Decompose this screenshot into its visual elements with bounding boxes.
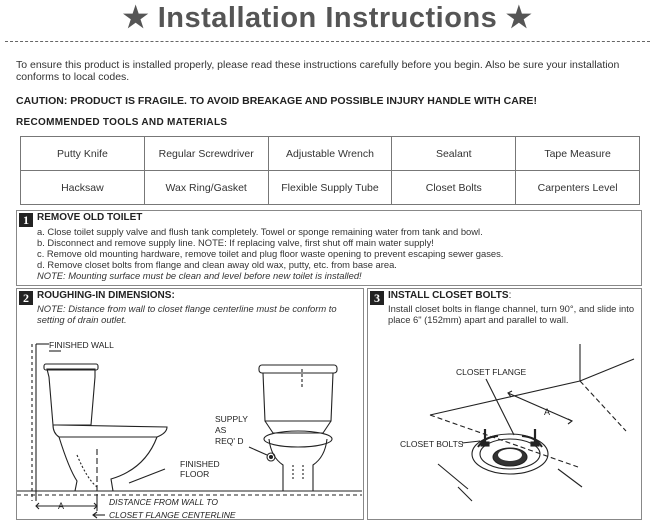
step-3-title: INSTALL CLOSET BOLTS: [388, 290, 509, 301]
tank-side: [47, 369, 95, 425]
step-1-list: [37, 226, 503, 281]
tool-cell: Hacksaw: [21, 171, 145, 205]
page-title: ★ Installation Instructions ★: [122, 2, 533, 34]
tool-cell: Flexible Supply Tube: [268, 171, 392, 205]
tool-cell: Closet Bolts: [392, 171, 516, 205]
step-2-note: NOTE: Distance from wall to closet flange centerline must be conform to setting of drain outlet.: [37, 303, 337, 325]
step-1-line: d. Remove closet bolts from flange and clean away old wax, putty, etc. from base area.: [37, 259, 397, 270]
tool-cell: Regular Screwdriver: [144, 137, 268, 171]
step-3-title-suffix: :: [508, 290, 512, 301]
tool-cell: Adjustable Wrench: [268, 137, 392, 171]
closet-bolts-diagram: [368, 339, 641, 519]
step-3-panel: [367, 288, 642, 520]
step-1-note: NOTE: Mounting surface must be clean and level before new toilet is installed!: [37, 270, 362, 281]
step-1-line: b. Disconnect and remove supply line. NOTE: If replacing valve, first shut off main water supply!: [37, 237, 434, 248]
step-1-number: 1: [19, 213, 33, 227]
header: [0, 0, 655, 38]
step-2-panel: [16, 288, 364, 520]
step-1-line: c. Remove old mounting hardware, remove toilet and plug floor waste opening to prevent escaping sewer gases.: [37, 248, 504, 259]
floor-edge: [430, 381, 580, 415]
step-2-title: ROUGHING-IN DIMENSIONS:: [37, 290, 175, 301]
finished-floor-label-2: FLOOR: [180, 469, 210, 479]
dimension-a-label: A: [544, 407, 551, 417]
caution-text: CAUTION: PRODUCT IS FRAGILE. TO AVOID BREAKAGE AND POSSIBLE INJURY HANDLE WITH CARE!: [16, 95, 537, 107]
step-1-line: a. Close toilet supply valve and flush tank completely. Towel or sponge remaining water from tank and bowl.: [37, 226, 483, 237]
step-3-number: 3: [370, 291, 384, 305]
tools-table: [20, 136, 640, 205]
step-3-description: Install closet bolts in flange channel, turn 90°, and slide into place 6" (152mm) apart and parallel to wall.: [388, 303, 635, 325]
step-2-number: 2: [19, 291, 33, 305]
closet-flange-label: CLOSET FLANGE: [456, 367, 527, 377]
table-row: [21, 171, 640, 205]
roughing-in-diagram: [17, 329, 363, 519]
table-row: [21, 137, 640, 171]
tools-heading: RECOMMENDED TOOLS AND MATERIALS: [16, 117, 228, 128]
tool-cell: Wax Ring/Gasket: [144, 171, 268, 205]
bowl-side: [59, 437, 157, 491]
supply-label-3: REQ' D: [215, 436, 244, 446]
tool-cell: Carpenters Level: [516, 171, 640, 205]
dimension-a-label: A: [58, 501, 65, 511]
step-3-title-wrap: [388, 290, 511, 301]
finished-floor-label-1: FINISHED: [180, 459, 220, 469]
tool-cell: Putty Knife: [21, 137, 145, 171]
supply-label-2: AS: [215, 425, 227, 435]
finished-wall-label: FINISHED WALL: [49, 340, 114, 350]
supply-label-1: SUPPLY: [215, 414, 248, 424]
distance-label-2: CLOSET FLANGE CENTERLINE: [109, 510, 236, 519]
step-1-panel: [16, 210, 642, 286]
tool-cell: Tape Measure: [516, 137, 640, 171]
distance-label-1: DISTANCE FROM WALL TO: [109, 497, 218, 507]
tool-cell: Sealant: [392, 137, 516, 171]
closet-bolts-label: CLOSET BOLTS: [400, 439, 464, 449]
step-1-title: REMOVE OLD TOILET: [37, 212, 143, 223]
tank-front: [259, 365, 337, 373]
dashed-divider: [5, 41, 650, 42]
intro-text: To ensure this product is installed properly, please read these instructions carefully before you begin. Also be sure your installation conforms to local codes.: [16, 59, 620, 83]
